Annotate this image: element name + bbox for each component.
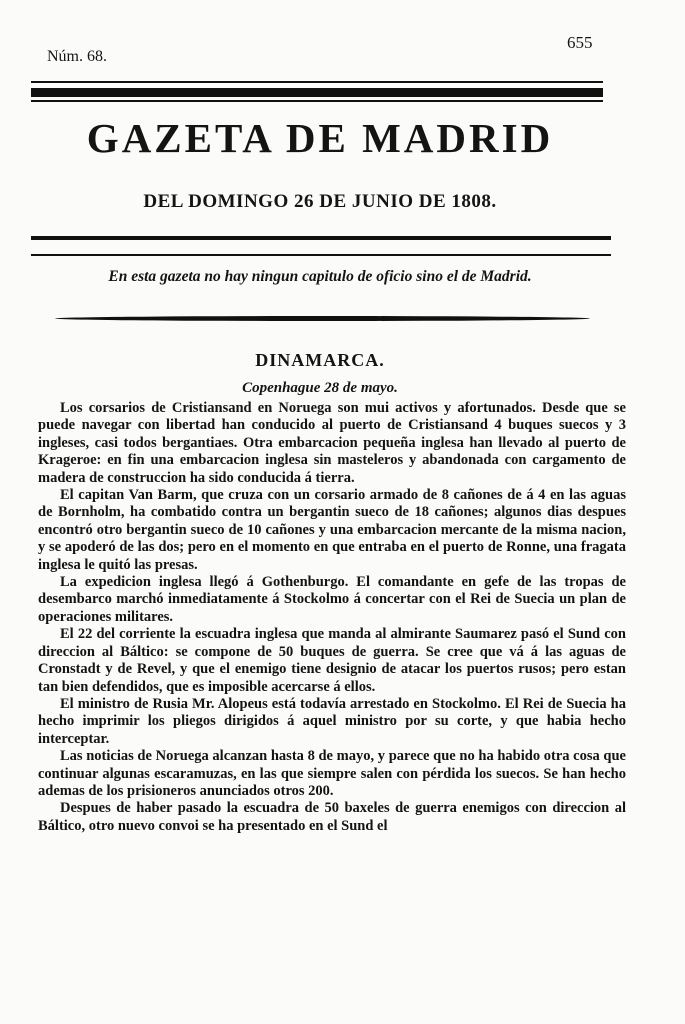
notice-line: En esta gazeta no hay ningun capitulo de oficio sino el de Madrid. — [108, 268, 532, 285]
dateline-rule — [31, 236, 611, 240]
gazette-title: GAZETA DE MADRID — [86, 115, 554, 161]
paragraph: Despues de haber pasado la escuadra de 50 baxeles de guerra enemigos con direccion al Báltico, otro nuevo convoi se ha presentado en el Sund el — [38, 800, 626, 834]
issue-number: Núm. 68. — [47, 48, 107, 65]
notice-rule — [55, 316, 590, 321]
place-date: Copenhague 28 de mayo. — [242, 380, 398, 396]
paragraph: Las noticias de Noruega alcanzan hasta 8 de mayo, y parece que no ha habido otra cosa que continuar algunas escaramuzas, en las que siempre salen con pérdida los suecos. Se han hecho ademas de los prisioneros anunciados otros 200. — [38, 748, 626, 799]
top-rule-thick — [31, 88, 603, 97]
page-number: 655 — [567, 33, 593, 52]
dateline-rule-thin — [31, 254, 611, 256]
article-body — [38, 400, 626, 835]
dateline: DEL DOMINGO 26 DE JUNIO DE 1808. — [143, 191, 497, 212]
paragraph: Los corsarios de Cristiansand en Noruega son mui activos y afortunados. Desde que se puede navegar con libertad han conducido al puerto de Cristiansand 4 buques suecos y 3 ingleses, casi todos bergantiaes. Otra embarcacion pequeña inglesa han llevado al puerto de Krageroe: en fin una embarcacion inglesa sin masteleros y abandonada con cargamento de madera de construccion ha sido conducida á tierra. — [38, 400, 626, 486]
top-rule-thin-lower — [31, 100, 603, 102]
section-title: DINAMARCA. — [255, 350, 385, 370]
paragraph: El ministro de Rusia Mr. Alopeus está todavía arrestado en Stockolmo. El Rei de Suecia ha hecho imprimir los pliegos dirigidos á aquel ministro por su corte, y que habia hecho interceptar. — [38, 695, 626, 747]
paragraph: La expedicion inglesa llegó á Gothenburgo. El comandante en gefe de las tropas de desembarco marchó inmediatamente á Stockolmo á concertar con el Rei de Suecia un plan de operaciones militares. — [38, 574, 626, 625]
top-rule-thin — [31, 81, 603, 83]
paragraph: El 22 del corriente la escuadra inglesa que manda al almirante Saumarez pasó el Sund con direccion al Báltico: se compone de 50 buques de guerra. Se cree que vá á las aguas de Cronstadt y de Revel, y que el enemigo tiene designio de atacar los puertos rusos; pero estan tan bien defendidos, que es imposible acercarse á ellos. — [38, 626, 626, 695]
paragraph: El capitan Van Barm, que cruza con un corsario armado de 8 cañones de á 4 en las aguas de Bornholm, ha combatido contra un bergantin sueco de 18 cañones; algunos dias despues encontró otro bergantin sueco de 10 cañones y una embarcacion mercante de la misma nacion, y se apoderó de las dos; pero en el momento en que entraba en el puerto de Ronne, una fragata inglesa le quitó las presas. — [38, 487, 626, 573]
